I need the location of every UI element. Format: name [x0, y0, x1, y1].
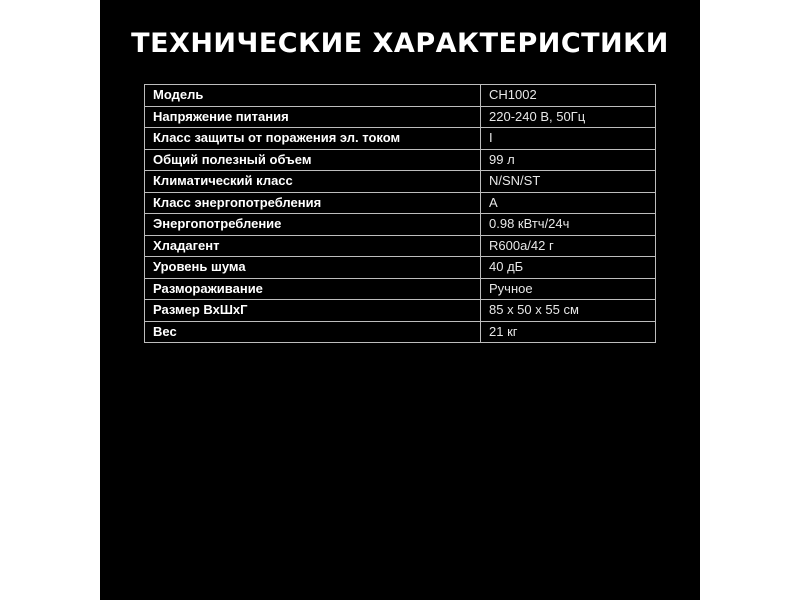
table-row	[145, 192, 656, 214]
spec-sheet	[100, 0, 700, 600]
table-row	[145, 235, 656, 257]
spec-value: N/SN/ST	[481, 171, 656, 193]
spec-label: Энергопотребление	[145, 214, 481, 236]
spec-label: Общий полезный объем	[145, 149, 481, 171]
spec-value: 40 дБ	[481, 257, 656, 279]
spec-table-body	[145, 85, 656, 343]
page-title: ТЕХНИЧЕСКИЕ ХАРАКТЕРИСТИКИ	[131, 28, 669, 59]
spec-label: Хладагент	[145, 235, 481, 257]
spec-value: 220-240 В, 50Гц	[481, 106, 656, 128]
table-row	[145, 278, 656, 300]
spec-value: 99 л	[481, 149, 656, 171]
table-row	[145, 128, 656, 150]
spec-label: Климатический класс	[145, 171, 481, 193]
spec-value: Ручное	[481, 278, 656, 300]
spec-value: 21 кг	[481, 321, 656, 343]
spec-label: Модель	[145, 85, 481, 107]
table-row	[145, 257, 656, 279]
spec-label: Размер ВхШхГ	[145, 300, 481, 322]
spec-value: 85 х 50 х 55 см	[481, 300, 656, 322]
spec-label: Уровень шума	[145, 257, 481, 279]
spec-value: CH1002	[481, 85, 656, 107]
spec-label: Класс защиты от поражения эл. током	[145, 128, 481, 150]
spec-label: Размораживание	[145, 278, 481, 300]
table-row	[145, 214, 656, 236]
spec-value: 0.98 кВтч/24ч	[481, 214, 656, 236]
spec-value: A	[481, 192, 656, 214]
table-row	[145, 321, 656, 343]
spec-table	[144, 84, 656, 343]
spec-label: Вес	[145, 321, 481, 343]
spec-value: I	[481, 128, 656, 150]
spec-label: Напряжение питания	[145, 106, 481, 128]
table-row	[145, 85, 656, 107]
table-row	[145, 149, 656, 171]
spec-value: R600a/42 г	[481, 235, 656, 257]
table-row	[145, 300, 656, 322]
table-row	[145, 171, 656, 193]
spec-label: Класс энергопотребления	[145, 192, 481, 214]
table-row	[145, 106, 656, 128]
